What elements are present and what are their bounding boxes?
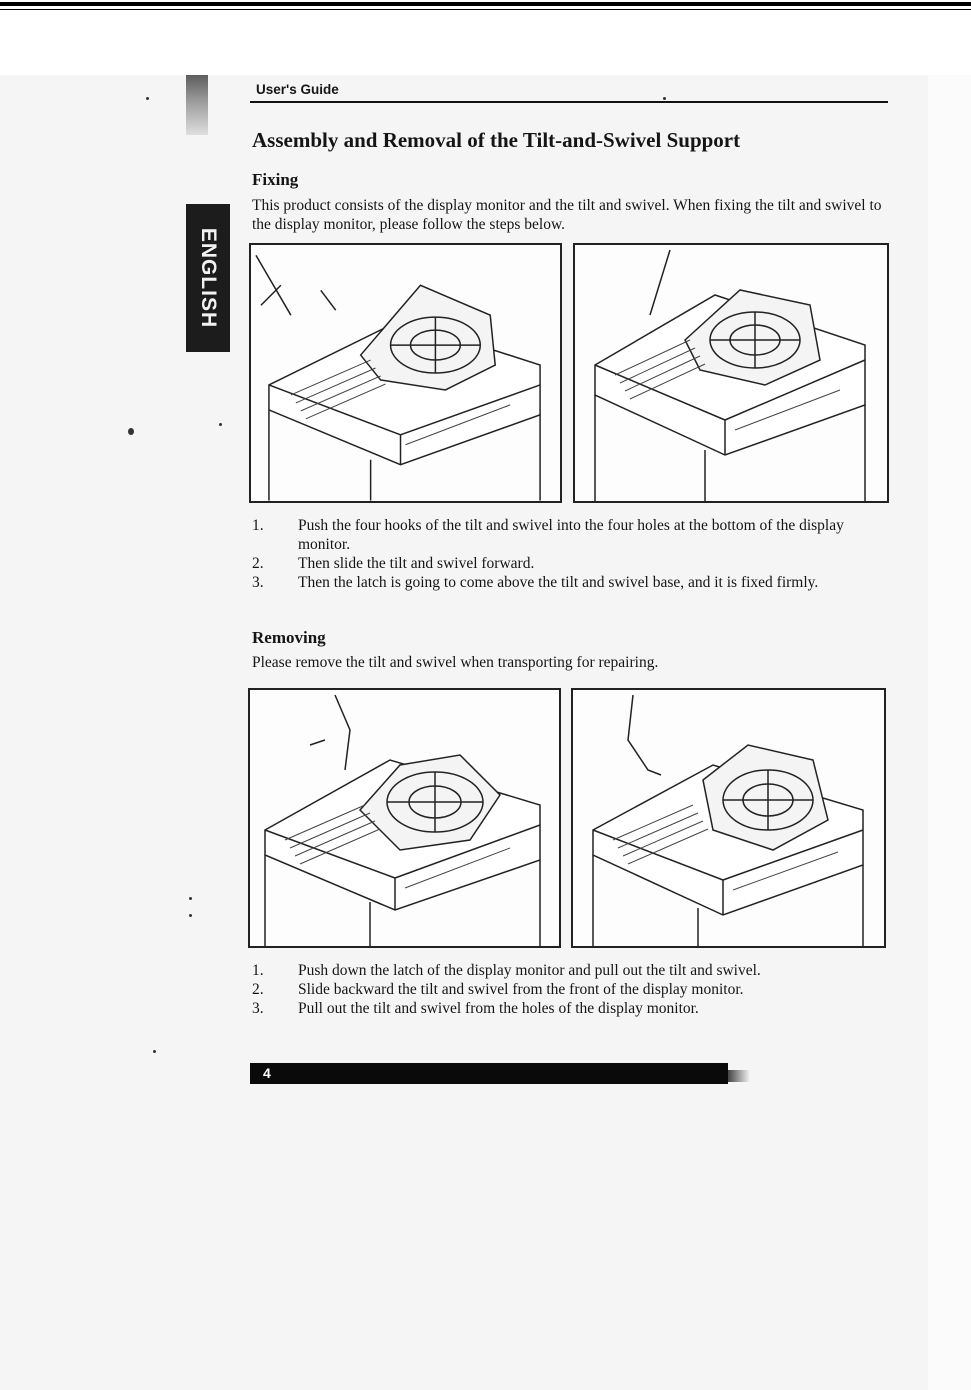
removing-steps	[252, 961, 872, 1018]
list-item: 2. Then slide the tilt and swivel forward.	[252, 555, 535, 572]
top-rule-thin	[0, 9, 971, 10]
fixing-illustration-1	[249, 243, 562, 503]
binding-shadow	[186, 75, 208, 135]
scan-speck	[128, 428, 134, 435]
header-rule	[250, 101, 888, 103]
list-item: 1. Push down the latch of the display monitor and pull out the tilt and swivel.	[252, 962, 761, 979]
list-item: 2. Slide backward the tilt and swivel from the front of the display monitor.	[252, 981, 744, 998]
list-item: 1. Push the four hooks of the tilt and swivel into the four holes at the bottom of the display monitor.	[252, 517, 844, 553]
scan-speck	[146, 97, 149, 100]
removing-illustration-1	[248, 688, 561, 948]
page-number: 4	[263, 1065, 271, 1081]
removing-illustration-2	[571, 688, 886, 948]
footer-bar-fade	[728, 1070, 750, 1082]
scan-speck	[189, 914, 192, 917]
removing-intro: Please remove the tilt and swivel when transporting for repairing.	[252, 654, 659, 671]
scan-speck	[219, 423, 222, 426]
scan-speck	[663, 97, 666, 100]
list-item: 3. Then the latch is going to come above the tilt and swivel base, and it is fixed firmly.	[252, 574, 819, 591]
running-header: User's Guide	[256, 82, 339, 97]
list-item: 3. Pull out the tilt and swivel from the holes of the display monitor.	[252, 1000, 699, 1017]
page-title: Assembly and Removal of the Tilt-and-Swivel Support	[252, 128, 741, 152]
language-tab-label: ENGLISH	[197, 227, 220, 329]
fixing-steps	[252, 516, 872, 592]
fixing-intro: This product consists of the display monitor and the tilt and swivel. When fixing the tilt and swivel to the display monitor, please follow the steps below.	[252, 197, 882, 233]
monitor-drawing	[573, 690, 884, 946]
footer-bar	[250, 1063, 728, 1084]
fixing-heading: Fixing	[252, 170, 299, 189]
language-tab	[186, 204, 230, 352]
monitor-drawing	[575, 245, 887, 501]
scan-speck	[189, 897, 192, 900]
top-rule-thick	[0, 2, 971, 6]
monitor-drawing	[250, 690, 559, 946]
scan-speck	[153, 1050, 156, 1053]
fixing-illustration-2	[573, 243, 889, 503]
monitor-drawing	[251, 245, 560, 501]
scan-edge	[928, 75, 971, 1390]
removing-heading: Removing	[252, 628, 326, 647]
